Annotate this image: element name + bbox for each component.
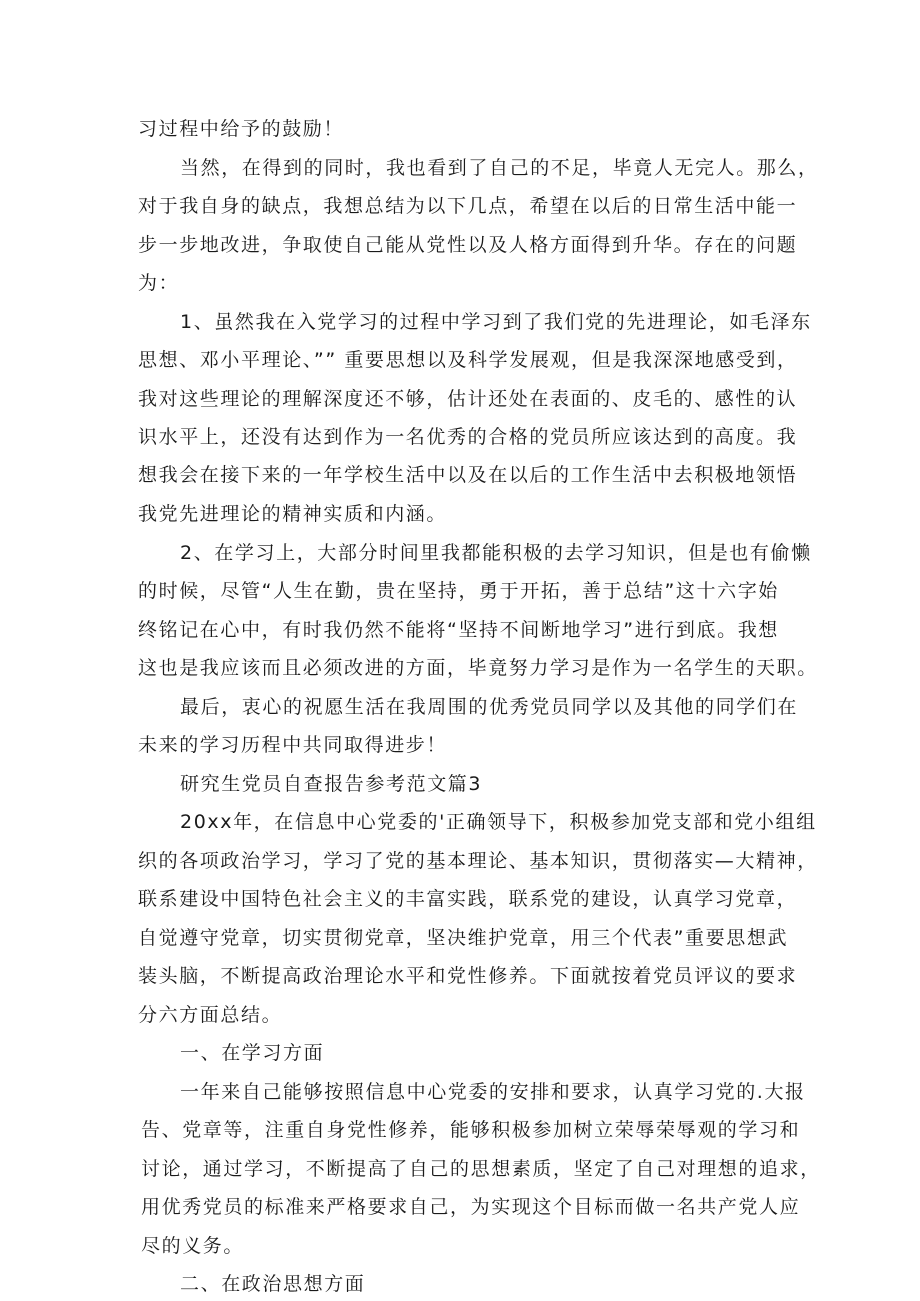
text-line: 我党先进理论的精神实质和内涵。: [138, 503, 448, 525]
text-line: 习过程中给予的鼓励！: [138, 118, 345, 140]
text-line: 的时候，尽管“人生在勤，贵在坚持，勇于开拓，善于总结”这十六字始: [138, 580, 779, 602]
section-heading: 一、在学习方面: [180, 1042, 325, 1064]
text-line: 分六方面总结。: [138, 1004, 283, 1026]
text-line: 自觉遵守党章，切实贯彻党章，坚决维护党章，用三个代表”重要思想武: [138, 927, 789, 949]
text-line: 装头脑，不断提高政治理论水平和党性修养。下面就按着党员评议的要求: [138, 965, 798, 987]
text-line: 思想、邓小平理论、”” 重要思想以及科学发展观，但是我深深地感受到，: [138, 349, 798, 371]
text-line: 步一步地改进，争取使自己能从党性以及人格方面得到升华。存在的问题: [138, 234, 798, 256]
text-line: 当然，在得到的同时，我也看到了自己的不足，毕竟人无完人。那么，: [180, 157, 819, 179]
text-line: 2、在学习上，大部分时间里我都能积极的去学习知识，但是也有偷懒: [180, 542, 812, 564]
text-line: 告、党章等，注重自身党性修养，能够积极参加树立荣辱荣辱观的学习和: [141, 1119, 801, 1141]
text-line: 未来的学习历程中共同取得进步！: [138, 734, 448, 756]
text-line: 织的各项政治学习，学习了党的基本理论、基本知识，贯彻落实—大精神，: [138, 850, 818, 872]
text-line: 这也是我应该而且必须改进的方面，毕竟努力学习是作为一名学生的天职。: [138, 657, 818, 679]
text-line: 尽的义务。: [141, 1235, 245, 1257]
text-line: 1、虽然我在入党学习的过程中学习到了我们党的先进理论，如毛泽东: [180, 311, 812, 333]
text-line: 一年来自己能够按照信息中心党委的安排和要求，认真学习党的.大报: [180, 1081, 806, 1103]
text-line: 对于我自身的缺点，我想总结为以下几点，希望在以后的日常生活中能一: [138, 195, 798, 217]
text-line: 联系建设中国特色社会主义的丰富实践，联系党的建设，认真学习党章，: [138, 888, 798, 910]
text-line: 20xx年，在信息中心党委的'正确领导下，积极参加党支部和党小组组: [180, 811, 817, 833]
text-line: 为：: [138, 272, 180, 294]
text-line: 想我会在接下来的一年学校生活中以及在以后的工作生活中去积极地领悟: [138, 464, 798, 486]
text-line: 用优秀党员的标准来严格要求自己，为实现这个目标而做一名共产党人应: [141, 1196, 801, 1218]
text-line: 识水平上，还没有达到作为一名优秀的合格的党员所应该达到的高度。我: [138, 426, 798, 448]
section-title: 研究生党员自查报告参考范文篇3: [180, 773, 483, 795]
text-line: 我对这些理论的理解深度还不够，估计还处在表面的、皮毛的、感性的认: [138, 388, 798, 410]
text-line: 讨论，通过学习，不断提高了自己的思想素质，坚定了自己对理想的追求，: [141, 1158, 821, 1180]
text-line: 最后，衷心的祝愿生活在我周围的优秀党员同学以及其他的同学们在: [180, 696, 799, 718]
text-line: 终铭记在心中，有时我仍然不能将“坚持不间断地学习”进行到底。我想: [138, 619, 779, 641]
section-heading: 二、在政治思想方面: [180, 1273, 366, 1295]
